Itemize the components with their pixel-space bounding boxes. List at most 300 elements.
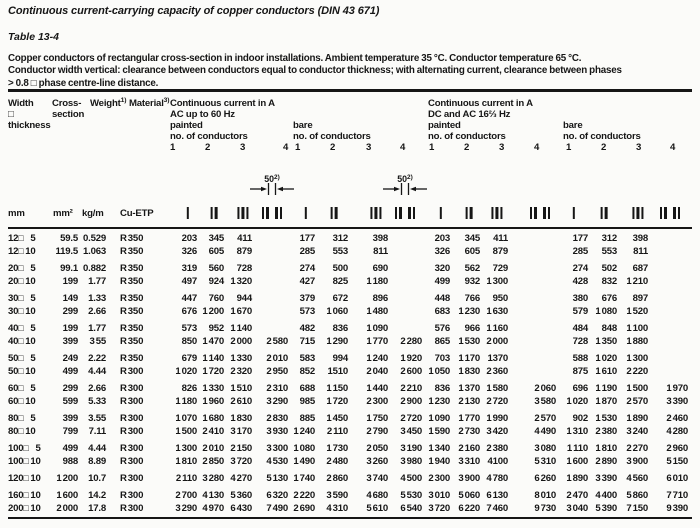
cell-current-ac-bare: 2 720 (400, 413, 422, 424)
cell-cross-section: 299 (62, 306, 78, 317)
cell-current-dc-bare: 1 110 (566, 443, 588, 454)
svg-text:502): 50$^{2)}$ (264, 174, 280, 184)
cell-current-dc-bare: 687 (632, 263, 648, 274)
cell-current-ac-painted: 6 320 (266, 490, 288, 501)
cell-material: R 300 (120, 366, 144, 377)
cell-current-dc-painted: 2 360 (486, 366, 508, 377)
cell-current-dc-painted: 345 (464, 233, 480, 244)
cell-current-dc-bare (648, 232, 688, 245)
cell-current-ac-painted: 1 180 (175, 396, 197, 407)
cell-current-ac-bare: 994 (332, 353, 348, 364)
cell-weight: 2.66 (88, 306, 106, 317)
cell-current-ac-painted: 3 170 (230, 426, 252, 437)
cell-cross-section: 99.1 (60, 263, 78, 274)
multiply-box-glyph: □ (18, 413, 24, 423)
cell-current-ac-bare (388, 305, 422, 318)
cell-current-dc-painted: 2 160 (458, 443, 480, 454)
cell-current-ac-painted: 1 720 (202, 366, 224, 377)
cell-material: R 300 (120, 396, 144, 407)
cell-current-ac-bare: 583 (299, 353, 315, 364)
cell-current-dc-painted: 9 730 (534, 503, 556, 514)
cell-current-ac-bare: 836 (332, 323, 348, 334)
bare-label-dc: bare (563, 120, 583, 131)
cell-current-ac-painted: 7 490 (266, 503, 288, 514)
table-row (8, 352, 700, 365)
cell-current-ac-painted: 760 (208, 293, 224, 304)
cell-current-ac-painted: 4 270 (230, 473, 252, 484)
cell-current-dc-bare (648, 275, 688, 288)
cell-current-dc-painted: 2 300 (428, 473, 450, 484)
cell-current-ac-painted: 411 (237, 233, 252, 244)
cell-cross-section: 299 (62, 383, 78, 394)
cell-current-ac-bare: 715 (299, 336, 315, 347)
column-header-material: Material$^{3)}$ (129, 96, 170, 109)
cell-size: 200□ 10 (8, 503, 41, 514)
cell-current-ac-bare: 1 180 (366, 276, 388, 287)
cell-cross-section: 599 (62, 396, 78, 407)
cell-current-ac-bare: 4 680 (366, 490, 388, 501)
horizontal-rule (8, 89, 692, 92)
cell-current-dc-bare: 484 (572, 323, 588, 334)
conductor-icon-2-bars (465, 207, 474, 219)
cell-current-ac-bare: 2 860 (326, 473, 348, 484)
cell-weight: 4.44 (88, 443, 106, 454)
cell-current-dc-painted (508, 335, 556, 348)
cell-current-dc-bare: 875 (572, 366, 588, 377)
cell-weight: 7.11 (88, 426, 106, 437)
cell-current-ac-painted: 605 (208, 246, 224, 257)
cell-current-dc-painted: 932 (464, 276, 480, 287)
cell-current-dc-bare: 7 710 (666, 490, 688, 501)
cell-cross-section: 1 600 (56, 490, 78, 501)
cell-size: 80□ 10 (8, 426, 36, 437)
cell-current-dc-bare: 6 010 (666, 473, 688, 484)
cell-current-ac-painted: 3 930 (266, 426, 288, 437)
cell-current-ac-bare: 398 (372, 233, 388, 244)
cell-current-ac-painted: 3 720 (230, 456, 252, 467)
cell-weight: 2.66 (88, 383, 106, 394)
cell-current-dc-bare: 3 040 (566, 503, 588, 514)
cell-current-dc-bare: 1 190 (595, 383, 617, 394)
cell-current-ac-painted: 1 680 (202, 413, 224, 424)
cell-current-ac-painted: 4 530 (266, 456, 288, 467)
cell-material: R 300 (120, 456, 144, 467)
cell-current-dc-painted: 950 (492, 293, 508, 304)
description-line: > 0.8 □ phase centre-line distance. (8, 77, 159, 89)
multiply-box-glyph: □ (23, 456, 29, 466)
footnote-marker: 3) (163, 96, 170, 104)
cell-current-dc-painted: 703 (434, 353, 450, 364)
cell-current-dc-bare: 728 (572, 336, 588, 347)
cell-current-dc-painted: 2 060 (534, 383, 556, 394)
cell-size: 100□ 10 (8, 456, 41, 467)
table-header (0, 97, 700, 227)
cell-current-dc-painted (508, 275, 556, 288)
cell-current-ac-painted: 2 010 (266, 353, 288, 364)
cell-weight: 1.77 (88, 323, 106, 334)
cell-current-dc-painted: 4100 (487, 456, 508, 467)
cell-current-dc-painted: 4 780 (486, 473, 508, 484)
cell-material: R 350 (120, 276, 144, 287)
conductor-count: 4 (670, 142, 676, 153)
cell-material: R 350 (120, 323, 144, 334)
conductor-icon-3-bars (236, 207, 249, 219)
cell-material: R 300 (120, 413, 144, 424)
cell-current-dc-bare: 1 020 (595, 353, 617, 364)
cell-current-ac-painted: 1 140 (230, 323, 252, 334)
cell-current-ac-painted: 2 010 (202, 443, 224, 454)
cell-current-dc-bare: 398 (632, 233, 648, 244)
cell-current-dc-painted: 766 (464, 293, 480, 304)
cell-current-dc-bare: 177 (572, 233, 588, 244)
cell-current-ac-bare: 379 (299, 293, 315, 304)
conductor-icon-2-bars (330, 207, 339, 219)
cell-current-ac-bare: 885 (299, 413, 315, 424)
cell-current-dc-bare: 2 460 (666, 413, 688, 424)
cell-size: 50□ 10 (8, 366, 36, 377)
cell-current-dc-bare: 1 350 (595, 336, 617, 347)
cell-weight: 14.2 (88, 490, 106, 501)
cell-cross-section: 149 (62, 293, 78, 304)
cell-current-dc-bare: 1 890 (566, 473, 588, 484)
cell-current-ac-bare: 3 260 (366, 456, 388, 467)
cell-current-ac-bare: 500 (332, 263, 348, 274)
cell-current-dc-bare: 1 970 (666, 383, 688, 394)
multiply-box-glyph: □ (18, 233, 24, 243)
conductor-icon-1-bars (572, 207, 576, 219)
cell-current-dc-bare: 2 380 (595, 426, 617, 437)
cell-material: R 300 (120, 383, 144, 394)
cell-current-ac-bare (388, 262, 422, 275)
cell-current-dc-painted: 836 (434, 383, 450, 394)
cell-current-ac-bare: 1 060 (326, 306, 348, 317)
table-row (8, 292, 700, 305)
cell-size: 30□ 5 (8, 293, 36, 304)
cell-current-dc-painted: 1 530 (458, 336, 480, 347)
cell-size: 40□ 10 (8, 336, 36, 347)
cell-current-dc-painted: 966 (464, 323, 480, 334)
cell-material: R 350 (120, 246, 144, 257)
cell-current-dc-bare (648, 292, 688, 305)
cell-current-ac-bare: 896 (372, 293, 388, 304)
cell-current-dc-bare (648, 365, 688, 378)
cell-current-ac-bare: 1 920 (400, 353, 422, 364)
cell-current-ac-painted: 826 (181, 383, 197, 394)
cell-current-dc-bare (648, 335, 688, 348)
cell-current-ac-painted: 2 950 (266, 366, 288, 377)
conductor-icon-4-bars (394, 207, 416, 219)
cell-current-ac-painted: 1 200 (202, 306, 224, 317)
cell-current-ac-painted (252, 262, 288, 275)
cell-current-dc-bare: 1 500 (626, 383, 648, 394)
cell-current-ac-painted: 2 580 (266, 336, 288, 347)
cell-current-dc-bare: 1 810 (595, 443, 617, 454)
cell-current-dc-bare: 1 610 (595, 366, 617, 377)
cell-current-dc-painted: 562 (464, 263, 480, 274)
cell-weight: 4.44 (88, 366, 106, 377)
cell-current-ac-painted: 3 290 (266, 396, 288, 407)
cell-current-ac-bare: 177 (299, 233, 315, 244)
conductor-count: 4 (283, 142, 289, 153)
cell-material: R 300 (120, 503, 144, 514)
conductor-count: 1 (295, 142, 301, 153)
cell-cross-section: 399 (62, 336, 78, 347)
cell-current-ac-painted (252, 305, 288, 318)
cell-current-dc-painted (508, 232, 556, 245)
cell-current-dc-painted: 3 420 (486, 426, 508, 437)
cell-current-ac-bare: 6 540 (400, 503, 422, 514)
cell-current-ac-painted: 1 670 (230, 306, 252, 317)
cell-current-ac-bare: 2 220 (293, 490, 315, 501)
conductor-icon-3-bars (369, 207, 382, 219)
conductor-count: 3 (240, 142, 246, 153)
cell-weight: 8.89 (88, 456, 106, 467)
cell-cross-section: 2 000 (56, 503, 78, 514)
cell-cross-section: 119.5 (55, 246, 78, 257)
cell-current-dc-bare (648, 352, 688, 365)
conductor-icon-3-bars (631, 207, 644, 219)
cell-weight: 10.7 (88, 473, 106, 484)
cell-current-ac-bare: 553 (332, 246, 348, 257)
cell-current-ac-bare: 688 (299, 383, 315, 394)
cell-cross-section: 799 (62, 426, 78, 437)
cell-current-dc-bare: 1 890 (626, 413, 648, 424)
multiply-box-glyph: □ (23, 490, 29, 500)
cell-current-dc-bare: 2 220 (626, 366, 648, 377)
cell-current-ac-bare: 2 900 (400, 396, 422, 407)
cell-current-ac-bare (388, 292, 422, 305)
cell-current-ac-painted: 6 430 (230, 503, 252, 514)
cell-current-dc-bare: 1 520 (626, 306, 648, 317)
table-row (8, 425, 700, 438)
cell-current-ac-bare: 1 730 (326, 443, 348, 454)
conductor-count: 2 (205, 142, 211, 153)
cell-current-dc-painted: 320 (434, 263, 450, 274)
cell-current-dc-bare: 2 470 (566, 490, 588, 501)
bare-label-ac: bare (293, 120, 313, 131)
cell-current-ac-painted: 1 810 (175, 456, 197, 467)
cell-current-dc-painted: 5 060 (458, 490, 480, 501)
multiply-box-glyph: □ (18, 293, 24, 303)
cell-current-dc-bare: 1 080 (595, 306, 617, 317)
conductors-count-label: no. of conductors (170, 131, 248, 142)
group-header-dc: Continuous current in A DC and AC 16⅔ Hz (428, 98, 533, 120)
cell-current-dc-bare: 1 600 (566, 456, 588, 467)
cell-current-ac-bare: 573 (299, 306, 315, 317)
cell-current-ac-bare: 1 080 (293, 443, 315, 454)
cell-current-ac-painted (252, 245, 288, 258)
conductor-count: 2 (601, 142, 607, 153)
cell-current-dc-bare: 902 (572, 413, 588, 424)
cell-current-dc-painted (508, 322, 556, 335)
cell-current-dc-painted (508, 245, 556, 258)
cell-current-ac-bare: 1 740 (293, 473, 315, 484)
cell-current-ac-painted: 4 130 (202, 490, 224, 501)
cell-current-ac-bare: 1 240 (293, 426, 315, 437)
cell-current-dc-painted: 1 580 (486, 383, 508, 394)
cell-current-ac-bare: 2 280 (400, 336, 422, 347)
conductor-count: 2 (464, 142, 470, 153)
cell-current-dc-painted: 1 990 (486, 413, 508, 424)
cell-current-ac-bare: 3 740 (366, 473, 388, 484)
cell-current-dc-bare: 312 (601, 233, 617, 244)
cell-current-ac-painted: 326 (181, 246, 197, 257)
cell-current-ac-painted: 3 290 (175, 503, 197, 514)
cell-current-dc-painted: 1 300 (486, 276, 508, 287)
cell-material: R 350 (120, 263, 144, 274)
cell-current-ac-painted (252, 232, 288, 245)
cell-current-ac-painted (252, 275, 288, 288)
cell-current-dc-painted: 605 (464, 246, 480, 257)
cell-current-ac-painted: 560 (208, 263, 224, 274)
cell-current-dc-painted: 1 630 (486, 306, 508, 317)
unit-label-width: mm (8, 208, 25, 219)
cell-current-ac-painted: 3 280 (202, 473, 224, 484)
cell-current-ac-bare: 274 (299, 263, 315, 274)
conductors-count-label: no. of conductors (563, 131, 641, 142)
cell-current-ac-painted: 1 330 (230, 353, 252, 364)
multiply-box-glyph: □ (18, 353, 24, 363)
cell-current-ac-painted: 2 830 (266, 413, 288, 424)
multiply-box-glyph: □ (18, 306, 24, 316)
cell-current-ac-bare: 3 190 (400, 443, 422, 454)
cell-current-dc-painted: 1 050 (428, 366, 450, 377)
table-row (8, 489, 700, 502)
conductor-count: 1 (566, 142, 572, 153)
conductor-count: 4 (534, 142, 540, 153)
cell-current-dc-painted: 4 490 (534, 426, 556, 437)
cell-current-dc-painted: 448 (434, 293, 450, 304)
cell-current-ac-painted (252, 322, 288, 335)
cell-current-ac-painted: 850 (181, 336, 197, 347)
cell-current-dc-painted: 1 230 (428, 396, 450, 407)
cell-size: 30□ 10 (8, 306, 36, 317)
cell-current-ac-bare: 690 (372, 263, 388, 274)
cell-current-dc-bare: 5 860 (626, 490, 648, 501)
cell-current-ac-painted (252, 292, 288, 305)
cell-current-ac-bare (388, 275, 422, 288)
cell-cross-section: 249 (62, 353, 78, 364)
cell-current-dc-painted (508, 262, 556, 275)
description-line: Conductor width vertical: clearance between conductors equal to conductor thickness; with alternating current, clearance between phases (8, 65, 622, 77)
cell-current-ac-bare: 2 600 (400, 366, 422, 377)
cell-current-dc-bare: 676 (601, 293, 617, 304)
cell-current-ac-painted: 1 500 (175, 426, 197, 437)
cell-current-dc-bare: 1 870 (595, 396, 617, 407)
conductor-count: 3 (499, 142, 505, 153)
conductor-icon-4-bars (261, 207, 283, 219)
cell-current-dc-bare: 696 (572, 383, 588, 394)
cell-size: 50□ 5 (8, 353, 36, 364)
spacing-annotation (382, 173, 428, 195)
cell-current-ac-painted: 1 330 (202, 383, 224, 394)
cell-size: 160□ 10 (8, 490, 41, 501)
cell-current-dc-bare (648, 305, 688, 318)
cell-current-ac-bare: 1 450 (326, 413, 348, 424)
cell-current-dc-bare: 1 020 (566, 396, 588, 407)
cell-current-ac-painted: 2 000 (230, 336, 252, 347)
conductor-icon-4-bars (659, 207, 681, 219)
cell-current-dc-painted: 2 720 (486, 396, 508, 407)
cell-current-ac-painted: 2 320 (230, 366, 252, 377)
cell-current-ac-painted: 1 070 (175, 413, 197, 424)
cell-current-dc-painted: 7 460 (486, 503, 508, 514)
cell-current-ac-painted: 1 020 (175, 366, 197, 377)
cell-size: 120□ 10 (8, 473, 41, 484)
cell-current-dc-bare (648, 245, 688, 258)
horizontal-rule (8, 227, 692, 229)
cell-size: 12□ 5 (8, 233, 36, 244)
cell-current-ac-painted: 944 (236, 293, 252, 304)
cell-current-dc-painted: 865 (434, 336, 450, 347)
cell-current-dc-bare: 1 880 (626, 336, 648, 347)
cell-current-dc-painted: 1 590 (428, 426, 450, 437)
cell-size: 80□ 5 (8, 413, 36, 424)
multiply-box-glyph: □ (18, 263, 24, 273)
multiply-box-glyph: □ (18, 276, 24, 286)
cell-current-ac-painted: 2 410 (202, 426, 224, 437)
conductor-count: 3 (366, 142, 372, 153)
cell-current-ac-bare (388, 322, 422, 335)
cell-current-ac-painted: 203 (181, 233, 197, 244)
cell-current-ac-bare: 1 750 (366, 413, 388, 424)
cell-current-dc-bare: 4 560 (626, 473, 648, 484)
cell-current-ac-painted: 1 320 (230, 276, 252, 287)
cell-current-dc-painted: 3 720 (428, 503, 450, 514)
cell-current-dc-painted: 1 230 (458, 306, 480, 317)
cell-current-dc-bare: 811 (633, 246, 648, 257)
page-title: Continuous current-carrying capacity of copper conductors (DIN 43 671) (8, 5, 380, 17)
table-row (8, 365, 700, 378)
cell-current-dc-bare: 1 100 (626, 323, 648, 334)
cell-current-dc-bare: 5 390 (595, 503, 617, 514)
conductors-count-label: no. of conductors (428, 131, 506, 142)
cell-current-ac-bare: 1 240 (366, 353, 388, 364)
group-header-ac: Continuous current in A AC up to 60 Hz (170, 98, 275, 120)
cell-current-ac-painted: 1 960 (202, 396, 224, 407)
cell-current-dc-bare: 274 (572, 263, 588, 274)
cell-current-ac-painted: 676 (181, 306, 197, 317)
multiply-box-glyph: □ (18, 426, 24, 436)
conductor-icon-1-bars (439, 207, 443, 219)
column-header-weight: Weight$^{1)}$ (90, 96, 127, 109)
cell-current-dc-bare: 3 390 (595, 473, 617, 484)
cell-current-dc-painted: 3 580 (534, 396, 556, 407)
horizontal-rule (8, 517, 692, 519)
cell-current-dc-bare (648, 322, 688, 335)
cell-current-ac-painted: 879 (236, 246, 252, 257)
unit-label-cross-section: mm² (53, 208, 73, 219)
cell-current-dc-painted (508, 352, 556, 365)
table-row (8, 245, 700, 258)
cell-current-ac-painted: 447 (181, 293, 197, 304)
cell-current-ac-painted: 2 610 (230, 396, 252, 407)
cell-current-dc-painted: 8 010 (534, 490, 556, 501)
cell-current-dc-painted: 2 380 (486, 443, 508, 454)
cell-current-ac-painted: 1 300 (175, 443, 197, 454)
multiply-box-glyph: □ (23, 443, 29, 453)
cell-current-dc-painted: 1 160 (486, 323, 508, 334)
cell-weight: 3 55 (89, 336, 106, 347)
cell-current-dc-painted: 411 (493, 233, 508, 244)
cell-current-dc-bare (648, 262, 688, 275)
cell-size: 40□ 5 (8, 323, 36, 334)
cell-current-dc-painted: 499 (434, 276, 450, 287)
cell-material: R 300 (120, 443, 144, 454)
cell-current-dc-bare: 3 240 (626, 426, 648, 437)
cell-current-dc-bare: 380 (572, 293, 588, 304)
conductor-icon-2-bars (210, 207, 219, 219)
